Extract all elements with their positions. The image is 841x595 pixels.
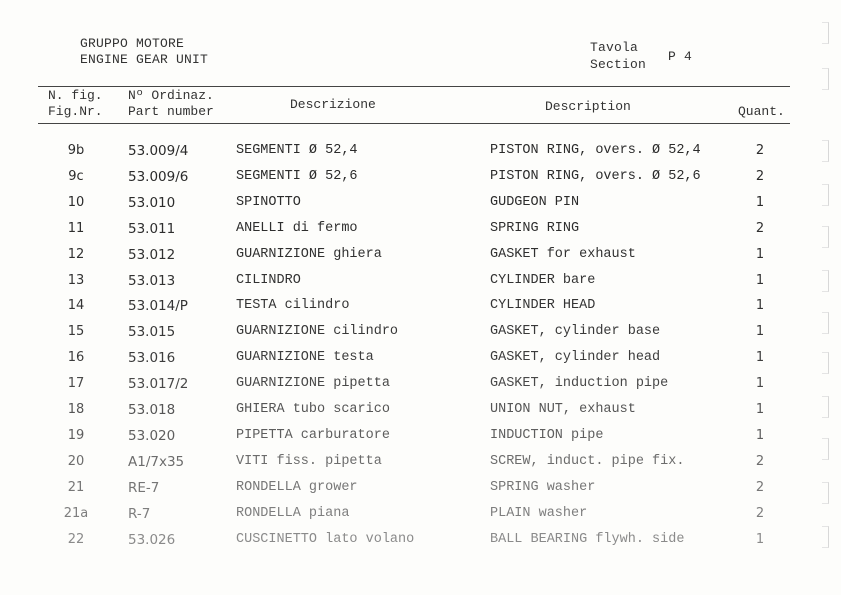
description-english: GUDGEON PIN xyxy=(490,194,580,210)
part-number: RE-7 xyxy=(128,479,160,496)
part-number: R-7 xyxy=(128,505,151,522)
part-number: 53.016 xyxy=(128,350,176,367)
table-row xyxy=(0,402,841,426)
quantity: 1 xyxy=(755,246,765,262)
description-italian: SEGMENTI Ø 52,4 xyxy=(236,143,358,158)
col-quantity: Quant. xyxy=(738,104,785,119)
description-italian: TESTA cilindro xyxy=(236,298,350,314)
fig-number: 22 xyxy=(67,531,85,547)
quantity: 2 xyxy=(755,168,765,184)
table-row xyxy=(0,221,841,245)
quantity: 1 xyxy=(755,194,765,210)
fig-number: 16 xyxy=(67,350,85,366)
table-row xyxy=(0,324,841,348)
fig-number: 21a xyxy=(63,505,89,521)
table-row xyxy=(0,169,841,193)
table-row xyxy=(0,350,841,374)
edge-mark xyxy=(822,526,829,548)
quantity: 2 xyxy=(755,505,765,521)
col-part-italian: Nº Ordinaz. xyxy=(128,88,214,103)
description-english: SCREW, induct. pipe fix. xyxy=(490,453,685,469)
quantity: 1 xyxy=(755,324,765,340)
fig-number: 11 xyxy=(67,220,85,236)
description-english: UNION NUT, exhaust xyxy=(490,402,636,417)
description-english: INDUCTION pipe xyxy=(490,427,604,443)
group-title-english: ENGINE GEAR UNIT xyxy=(80,52,209,67)
edge-mark xyxy=(822,270,829,292)
table-row xyxy=(0,376,841,400)
section-code: P 4 xyxy=(668,49,693,64)
table-row xyxy=(0,273,841,297)
description-italian: ANELLI di fermo xyxy=(236,220,358,236)
description-italian: RONDELLA piana xyxy=(236,505,350,521)
fig-number: 13 xyxy=(67,272,85,288)
description-italian: PIPETTA carburatore xyxy=(236,427,390,443)
group-title-italian: GRUPPO MOTORE xyxy=(80,36,185,51)
header-bottom-rule xyxy=(38,123,790,124)
description-english: GASKET for exhaust xyxy=(490,246,636,262)
description-english: PLAIN washer xyxy=(490,505,588,521)
description-italian: CUSCINETTO lato volano xyxy=(236,531,415,547)
description-italian: GUARNIZIONE pipetta xyxy=(236,376,390,392)
fig-number: 19 xyxy=(67,427,85,443)
description-english: GASKET, cylinder base xyxy=(490,324,661,340)
fig-number: 15 xyxy=(67,324,85,340)
part-number: 53.009/4 xyxy=(128,143,189,159)
part-number: 53.026 xyxy=(128,531,176,548)
quantity: 2 xyxy=(755,143,765,158)
description-italian: CILINDRO xyxy=(236,272,301,288)
fig-number: 20 xyxy=(67,453,85,469)
col-description-italian: Descrizione xyxy=(290,97,376,112)
description-italian: RONDELLA grower xyxy=(236,479,358,495)
description-italian: VITI fiss. pipetta xyxy=(236,453,382,469)
description-english: GASKET, induction pipe xyxy=(490,376,669,392)
part-number: 53.015 xyxy=(128,324,176,341)
binder-edge-marks xyxy=(819,12,829,582)
quantity: 1 xyxy=(755,402,765,417)
part-number: 53.020 xyxy=(128,427,176,444)
table-row xyxy=(0,506,841,530)
edge-mark xyxy=(822,140,829,162)
edge-mark xyxy=(822,352,829,374)
quantity: 1 xyxy=(755,350,765,366)
fig-number: 17 xyxy=(67,376,85,392)
part-number: 53.018 xyxy=(128,402,176,418)
description-italian: GHIERA tubo scarico xyxy=(236,402,390,417)
fig-number: 10 xyxy=(67,194,85,210)
table-row xyxy=(0,532,841,556)
edge-mark xyxy=(822,226,829,248)
part-number: 53.010 xyxy=(128,194,176,211)
description-italian: GUARNIZIONE cilindro xyxy=(236,324,399,340)
col-fig-italian: N. fig. xyxy=(48,88,103,103)
fig-number: 14 xyxy=(67,298,85,314)
part-number: A1/7x35 xyxy=(128,453,185,470)
description-english: SPRING RING xyxy=(490,220,580,236)
fig-number: 21 xyxy=(67,479,85,495)
edge-mark xyxy=(822,312,829,334)
quantity: 2 xyxy=(755,479,765,495)
edge-mark xyxy=(822,22,829,44)
description-english: CYLINDER HEAD xyxy=(490,298,596,314)
header-top-rule xyxy=(38,86,790,87)
col-description-english: Description xyxy=(545,99,631,114)
quantity: 1 xyxy=(755,531,765,547)
table-row xyxy=(0,298,841,322)
edge-mark xyxy=(822,184,829,206)
part-number: 53.012 xyxy=(128,246,176,263)
fig-number: 18 xyxy=(67,402,85,417)
edge-mark xyxy=(822,68,829,90)
edge-mark xyxy=(822,396,829,418)
table-row xyxy=(0,480,841,504)
fig-number: 9c xyxy=(68,168,84,184)
quantity: 1 xyxy=(755,427,765,443)
table-row xyxy=(0,195,841,219)
tavola-label: Tavola xyxy=(590,40,639,55)
part-number: 53.011 xyxy=(128,220,176,237)
edge-mark xyxy=(822,482,829,504)
fig-number: 9b xyxy=(67,143,85,158)
quantity: 1 xyxy=(755,376,765,392)
description-english: SPRING washer xyxy=(490,479,596,495)
part-number: 53.009/6 xyxy=(128,168,189,185)
part-number: 53.014/P xyxy=(128,298,188,315)
description-italian: GUARNIZIONE testa xyxy=(236,350,374,366)
table-row xyxy=(0,247,841,271)
quantity: 2 xyxy=(755,453,765,469)
col-part-english: Part number xyxy=(128,104,214,119)
fig-number: 12 xyxy=(67,246,85,262)
description-english: BALL BEARING flywh. side xyxy=(490,531,685,547)
description-english: PISTON RING, overs. Ø 52,6 xyxy=(490,168,701,184)
section-label: Section xyxy=(590,57,647,72)
table-row xyxy=(0,428,841,452)
description-italian: SPINOTTO xyxy=(236,194,301,210)
col-fig-english: Fig.Nr. xyxy=(48,104,103,119)
description-italian: SEGMENTI Ø 52,6 xyxy=(236,168,358,184)
table-row xyxy=(0,143,841,167)
quantity: 2 xyxy=(755,220,765,236)
part-number: 53.017/2 xyxy=(128,376,189,393)
part-number: 53.013 xyxy=(128,272,176,289)
quantity: 1 xyxy=(755,272,765,288)
table-row xyxy=(0,454,841,478)
description-english: GASKET, cylinder head xyxy=(490,350,661,366)
description-english: CYLINDER bare xyxy=(490,272,596,288)
description-english: PISTON RING, overs. Ø 52,4 xyxy=(490,143,701,158)
description-italian: GUARNIZIONE ghiera xyxy=(236,246,382,262)
edge-mark xyxy=(822,438,829,460)
quantity: 1 xyxy=(755,298,765,314)
